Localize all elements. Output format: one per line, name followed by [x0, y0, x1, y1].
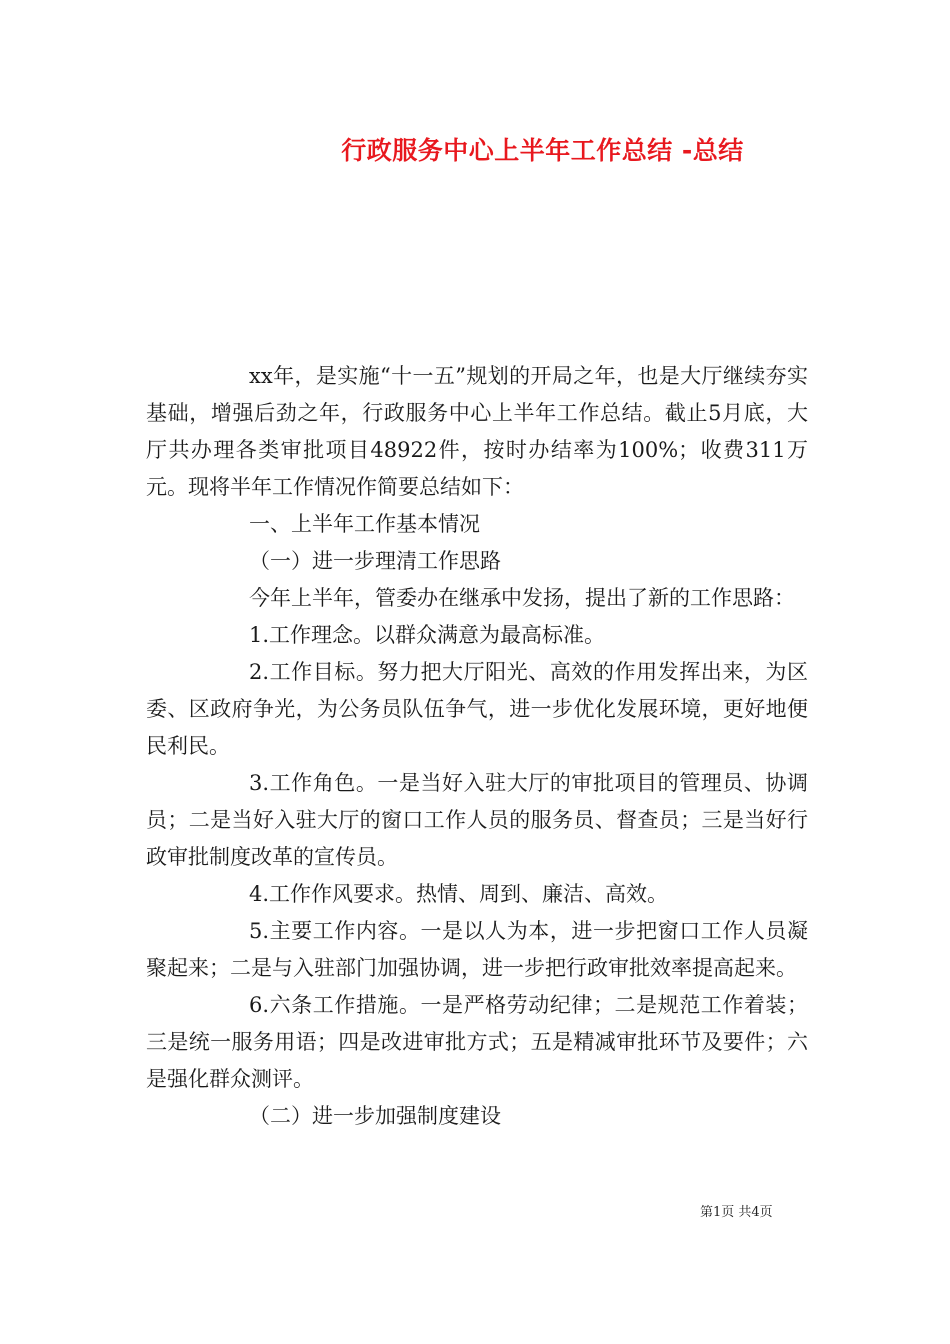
list-item-work-philosophy: 1.工作理念。以群众满意为最高标准。: [249, 623, 606, 647]
subsection-heading-2: （二）进一步加强制度建设: [249, 1104, 501, 1128]
document-title: 行政服务中心上半年工作总结 -总结: [341, 136, 744, 165]
paragraph-work-ideas: 今年上半年，管委办在继承中发扬，提出了新的工作思路：: [249, 586, 795, 610]
subsection-heading-1: （一）进一步理清工作思路: [249, 549, 501, 573]
list-item-six-measures: 6.六条工作措施。一是严格劳动纪律；二是规范工作着装；三是统一服务用语；四是改进审批方式；五是精减审批环节及要件；六是强化群众测评。: [146, 993, 808, 1091]
list-item-main-work: 5.主要工作内容。一是以人为本，进一步把窗口工作人员凝聚起来；二是与入驻部门加强协调，进一步把行政审批效率提高起来。: [146, 919, 808, 980]
document-body: [146, 358, 808, 1135]
list-item-work-style: 4.工作作风要求。热情、周到、廉洁、高效。: [249, 882, 669, 906]
list-item-work-roles: 3.工作角色。一是当好入驻大厅的审批项目的管理员、协调员；二是当好入驻大厅的窗口工作人员的服务员、督查员；三是当好行政审批制度改革的宣传员。: [146, 771, 808, 869]
section-heading-1: 一、上半年工作基本情况: [249, 512, 480, 536]
page-indicator: 第1页 共4页: [700, 1205, 773, 1220]
list-item-work-goals: 2.工作目标。努力把大厅阳光、高效的作用发挥出来，为区委、区政府争光，为公务员队伍争气，进一步优化发展环境，更好地便民利民。: [146, 660, 808, 758]
paragraph-intro: xx年，是实施“十一五”规划的开局之年，也是大厅继续夯实基础，增强后劲之年，行政服务中心上半年工作总结。截止5月底，大厅共办理各类审批项目48922件，按时办结率为100%；收费311万元。现将半年工作情况作简要总结如下：: [146, 364, 808, 499]
